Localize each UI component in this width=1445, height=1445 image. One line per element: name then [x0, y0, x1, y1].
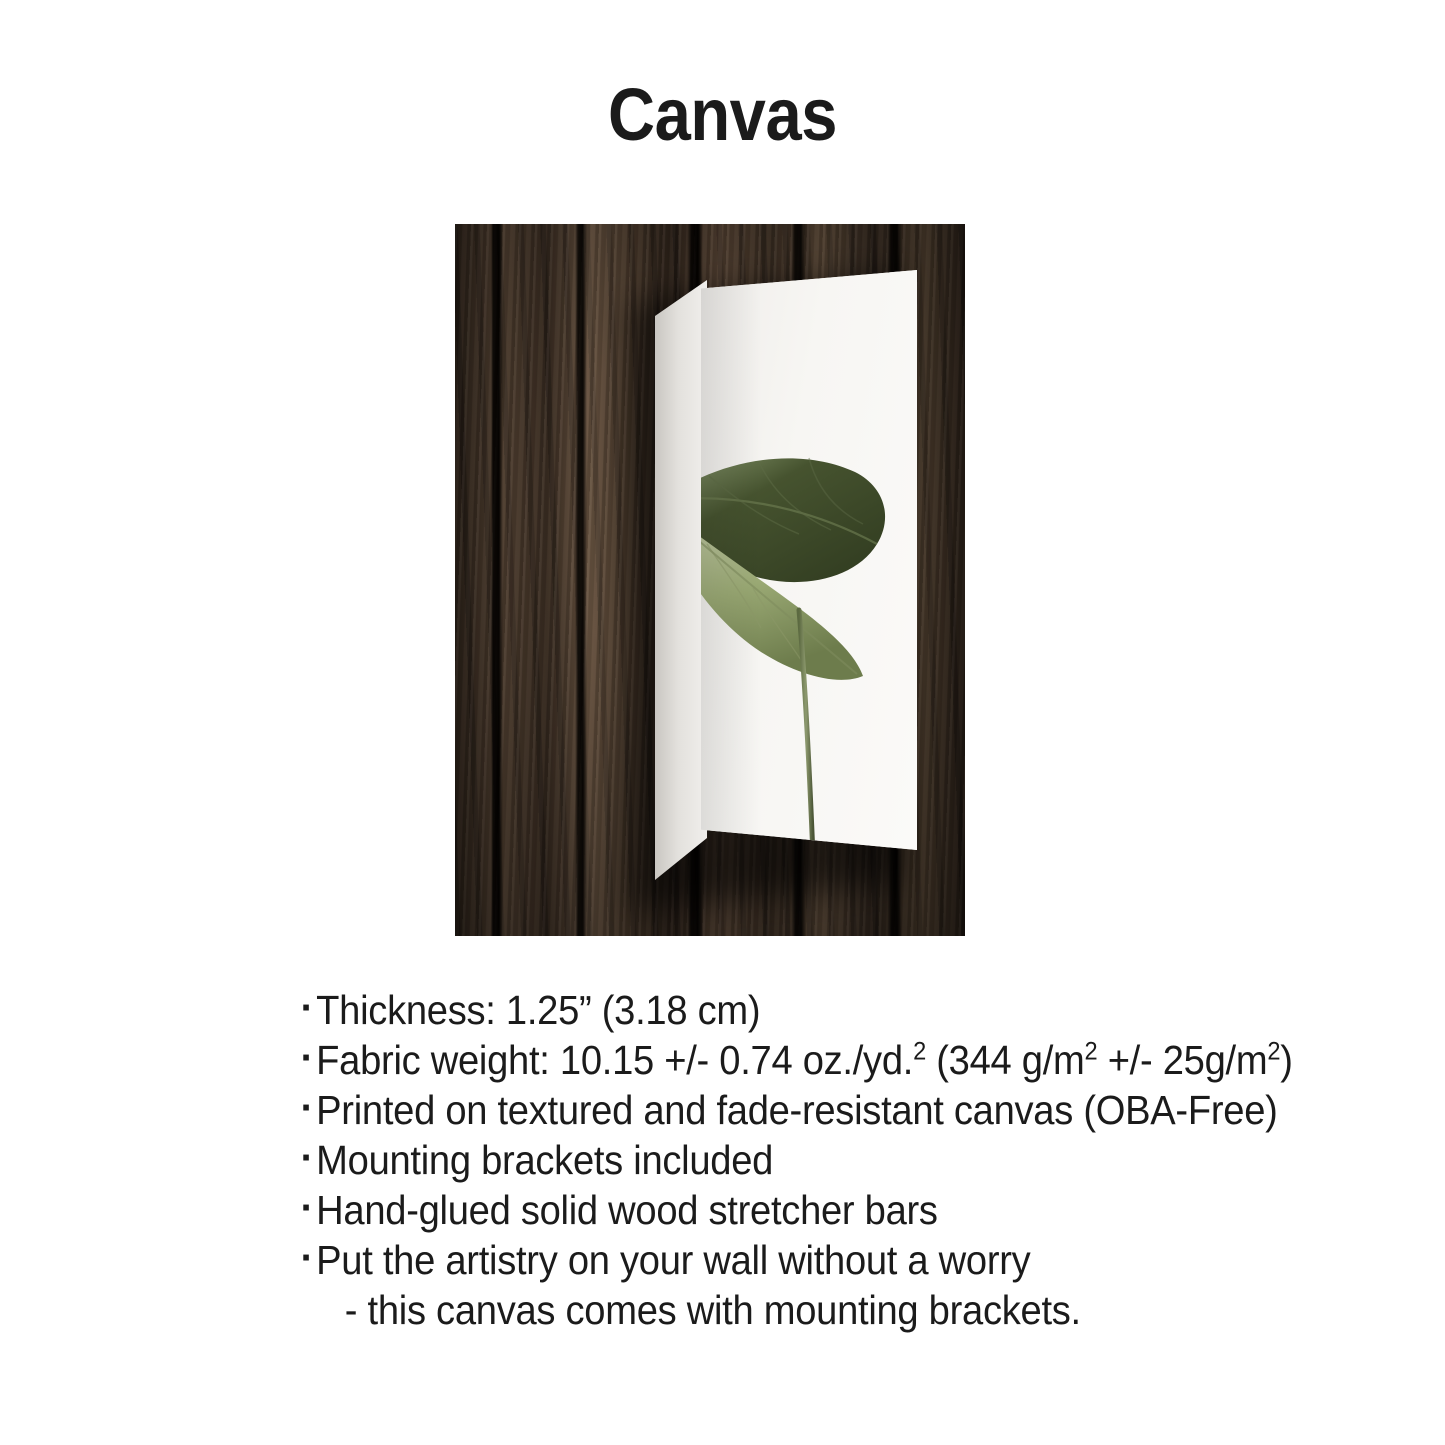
canvas-edge-shading — [701, 270, 917, 850]
bullet-icon: ▪ — [302, 994, 310, 1021]
spec-item-fabric-weight — [302, 1035, 1306, 1085]
canvas-print-face — [701, 270, 917, 850]
spec-item-label: Hand-glued solid wood stretcher bars — [316, 1187, 938, 1234]
bullet-icon: ▪ — [302, 1244, 310, 1272]
spec-item-label: Mounting brackets included — [316, 1137, 774, 1184]
spec-item-label: Fabric weight: 10.15 +/- 0.74 oz./yd.$^2$ (344 $g/m^2$ +/- $25g/m^2$) — [316, 1037, 1293, 1084]
spec-item-thickness — [302, 985, 1306, 1035]
spec-list — [302, 985, 1382, 1335]
bullet-icon: ▪ — [302, 1044, 310, 1072]
spec-item-mounting-brackets — [302, 1135, 1306, 1185]
bullet-icon: ▪ — [302, 1194, 310, 1222]
spec-item-stretcher-bars — [302, 1185, 1306, 1235]
spec-item-label: Printed on textured and fade-resistant canvas (OBA-Free) — [316, 1087, 1278, 1134]
product-image — [455, 224, 965, 936]
canvas-edge-depth — [655, 280, 707, 880]
spec-item-artistry-continuation: - this canvas comes with mounting brackets. — [344, 1287, 1081, 1334]
spec-item-label: Put the artistry on your wall without a worry — [316, 1237, 1031, 1284]
bullet-icon: ▪ — [302, 1094, 310, 1122]
spec-item-printed-on — [302, 1085, 1306, 1135]
spec-item-label: Thickness: 1.25” (3.18 cm) — [316, 987, 761, 1033]
spec-item-artistry — [302, 1235, 1306, 1285]
bullet-icon: ▪ — [302, 1144, 310, 1172]
page-title: Canvas — [607, 73, 838, 156]
